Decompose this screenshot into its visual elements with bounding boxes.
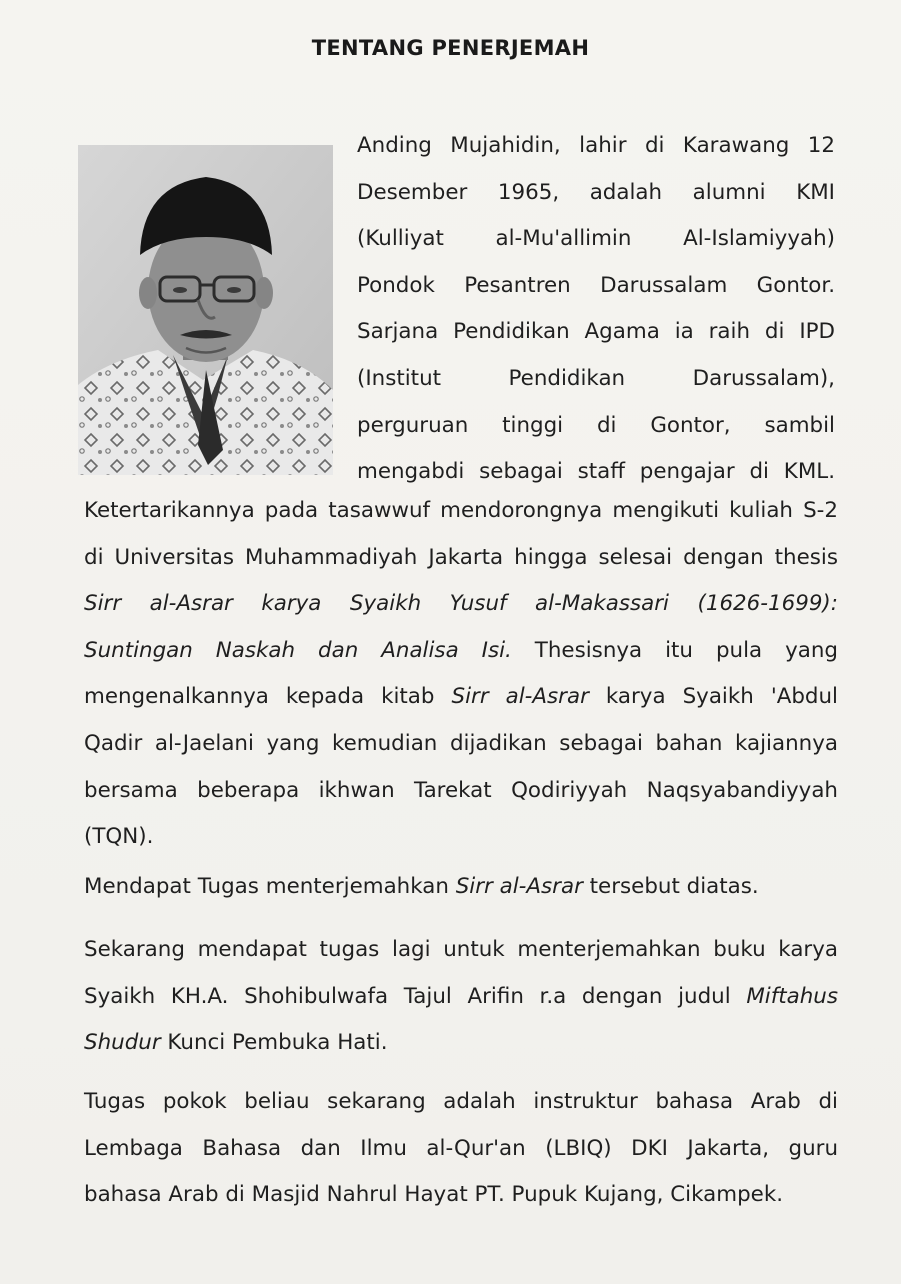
intro-wrapped-paragraph [357, 123, 835, 496]
task-text: Syaikh KH.A. Shohibulwafa Tajul Arifin r.a dengan judul [84, 983, 747, 1009]
main-duty-paragraph [84, 1079, 838, 1219]
intro-line: perguruan tinggi di Gontor, sambil [357, 412, 835, 438]
duty-line: bahasa Arab di Masjid Nahrul Hayat PT. Pupuk Kujang, Cikampek. [84, 1182, 784, 1208]
thesis-title-cont: Suntingan Naskah dan Analisa Isi. [84, 637, 512, 663]
bio-line: bersama beberapa ikhwan Tarekat Qodiriyyah Naqsyabandiyyah [84, 777, 838, 803]
duty-line: Tugas pokok beliau sekarang adalah instruktur bahasa Arab di [84, 1089, 838, 1114]
translation-task-paragraph [84, 864, 838, 911]
bio-line [84, 628, 838, 675]
biography-paragraph [84, 488, 838, 861]
book-title: Miftahus [746, 983, 838, 1009]
task-line [84, 974, 838, 1021]
thesis-title: Sirr al-Asrar karya Syaikh Yusuf al-Makassari (1626-1699): [84, 591, 838, 617]
intro-line: Anding Mujahidin, lahir di Karawang 12 [357, 133, 835, 158]
bio-text: karya Syaikh 'Abdul [588, 684, 838, 710]
bio-text: Thesisnya itu pula yang [511, 637, 838, 663]
bio-line: di Universitas Muhammadiyah Jakarta hingga selesai dengan thesis [84, 544, 838, 570]
bio-line [84, 674, 838, 721]
task-line [84, 864, 838, 911]
bio-line [84, 581, 838, 628]
intro-line: (Kulliyat al-Mu'allimin Al-Islamiyyah) [357, 226, 835, 252]
new-task-paragraph [84, 927, 838, 1067]
intro-line: (Institut Pendidikan Darussalam), [357, 365, 835, 391]
intro-line: Desember 1965, adalah alumni KMI [357, 179, 835, 205]
book-title: Sirr al-Asrar [455, 874, 583, 899]
task-text: Kunci Pembuka Hati. [160, 1030, 388, 1056]
task-line: Sekarang mendapat tugas lagi untuk menterjemahkan buku karya [84, 937, 838, 962]
bio-line: Ketertarikannya pada tasawwuf mendorongnya mengikuti kuliah S-2 [84, 498, 838, 523]
intro-line: Pondok Pesantren Darussalam Gontor. [357, 272, 835, 298]
intro-line: Sarjana Pendidikan Agama ia raih di IPD [357, 319, 835, 345]
intro-line: mengabdi sebagai staff pengajar di KML. [357, 459, 835, 485]
bio-text: mengenalkannya kepada kitab [84, 684, 452, 710]
bio-line: Qadir al-Jaelani yang kemudian dijadikan sebagai bahan kajiannya [84, 730, 838, 756]
task-text: Mendapat Tugas menterjemahkan [84, 874, 456, 899]
book-title: Sirr al-Asrar [451, 684, 589, 710]
task-text: tersebut diatas. [582, 874, 759, 899]
page-heading: TENTANG PENERJEMAH [311, 36, 590, 60]
task-line [84, 1020, 838, 1067]
bio-line: (TQN). [84, 824, 154, 850]
book-title-cont: Shudur [84, 1030, 161, 1056]
duty-line: Lembaga Bahasa dan Ilmu al-Qur'an (LBIQ) DKI Jakarta, guru [84, 1135, 838, 1161]
translator-portrait-photo [78, 145, 333, 475]
